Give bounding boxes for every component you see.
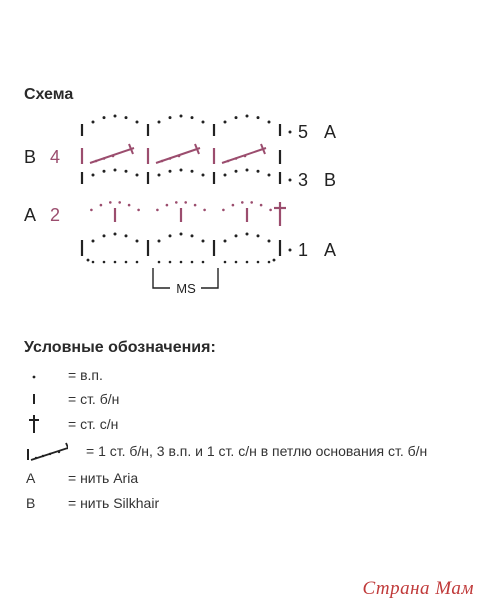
chain-dot xyxy=(257,170,260,173)
legend-text: = нить Silkhair xyxy=(68,495,160,511)
chain-dot xyxy=(136,240,139,243)
chain-dot xyxy=(232,204,235,207)
row-marker-dot xyxy=(289,131,292,134)
chain-dot xyxy=(158,121,161,124)
chain-dot xyxy=(103,234,106,237)
chain-dot xyxy=(268,240,271,243)
cluster-stitch-icon xyxy=(26,439,68,463)
legend-item-double-crochet xyxy=(26,413,118,435)
chain-dot xyxy=(95,160,98,163)
chain-dot xyxy=(109,201,112,204)
chain-dot xyxy=(235,234,238,237)
row-marker-dot xyxy=(289,249,292,252)
chain-dot xyxy=(100,204,103,207)
row-2-number: 2 xyxy=(50,205,61,225)
chain-dot xyxy=(268,174,271,177)
chain-dot xyxy=(166,204,169,207)
chain-dot xyxy=(136,174,139,177)
chain-dot xyxy=(235,170,238,173)
chain-dot xyxy=(227,160,230,163)
chain-dot xyxy=(203,209,206,212)
chain-dot xyxy=(161,160,164,163)
chain-dot xyxy=(246,115,249,118)
chain-dot xyxy=(92,121,95,124)
chain-stitch-icon xyxy=(26,365,46,385)
legend-text: = ст. б/н xyxy=(68,391,120,407)
chain-dot xyxy=(180,115,183,118)
chain-dot xyxy=(90,209,93,212)
row-4-yarn: B xyxy=(24,147,37,167)
yarn-b-symbol: B xyxy=(26,495,36,511)
single-crochet-icon xyxy=(26,389,46,409)
chain-dot xyxy=(269,209,272,212)
chain-dot xyxy=(224,121,227,124)
chain-dot xyxy=(92,261,95,264)
chain-dot xyxy=(125,170,128,173)
chain-dot xyxy=(114,115,117,118)
row-4-number: 4 xyxy=(50,147,61,167)
chain-dot xyxy=(194,204,197,207)
chain-dot xyxy=(175,201,178,204)
chain-dot xyxy=(202,174,205,177)
chain-dot xyxy=(103,116,106,119)
chain-dot xyxy=(128,204,131,207)
legend-text: = нить Aria xyxy=(68,470,139,486)
chain-dot xyxy=(268,261,271,264)
row-3-number: 3 xyxy=(298,170,309,190)
chain-dot xyxy=(178,155,181,158)
chain-dot xyxy=(169,261,172,264)
chain-dot xyxy=(180,169,183,172)
legend-text: = ст. с/н xyxy=(68,416,119,432)
legend-title: Условные обозначения: xyxy=(24,339,216,356)
chain-dot xyxy=(224,174,227,177)
row-2-yarn: A xyxy=(24,205,37,225)
chain-dot xyxy=(125,261,128,264)
chain-dot xyxy=(222,209,225,212)
chain-dot xyxy=(112,155,115,158)
chain-dot xyxy=(184,201,187,204)
chain-dot xyxy=(202,240,205,243)
chain-dot xyxy=(235,157,238,160)
chain-dot xyxy=(257,234,260,237)
chain-dot xyxy=(158,240,161,243)
diagram-title: Схема xyxy=(24,86,74,103)
legend-item-chain xyxy=(26,364,103,386)
double-crochet-icon xyxy=(26,413,46,435)
chain-dot xyxy=(169,157,172,160)
chain-dot xyxy=(224,240,227,243)
chain-dot xyxy=(191,170,194,173)
chain-dot xyxy=(257,261,260,264)
chain-dot xyxy=(235,261,238,264)
chain-dot xyxy=(246,233,249,236)
chain-dot xyxy=(118,201,121,204)
row-1-number: 1 xyxy=(298,240,309,260)
chain-dot xyxy=(156,209,159,212)
legend-item-single-crochet xyxy=(26,388,119,410)
yarn-a-symbol: A xyxy=(26,470,36,486)
chain-dot xyxy=(114,261,117,264)
chain-dot xyxy=(241,201,244,204)
watermark-logo: Страна Мам xyxy=(362,578,474,599)
chain-dot xyxy=(180,261,183,264)
chain-dot xyxy=(246,169,249,172)
row-3-yarn: B xyxy=(324,170,337,190)
chain-dot xyxy=(235,116,238,119)
chain-dot xyxy=(87,259,90,262)
chain-dot xyxy=(136,261,139,264)
chain-dot xyxy=(191,234,194,237)
chain-dot xyxy=(158,174,161,177)
chain-dot xyxy=(114,233,117,236)
chain-dot xyxy=(260,204,263,207)
chain-dot xyxy=(103,261,106,264)
chain-dot xyxy=(158,261,161,264)
chain-dot xyxy=(169,116,172,119)
chain-dot xyxy=(103,170,106,173)
chain-dot xyxy=(257,116,260,119)
chain-dot xyxy=(125,234,128,237)
chain-dot xyxy=(137,209,140,212)
chain-dot xyxy=(136,121,139,124)
chain-dot xyxy=(224,261,227,264)
row-5-yarn: A xyxy=(324,122,337,142)
legend-item-cluster xyxy=(26,440,427,462)
repeat-label: MS xyxy=(176,281,196,296)
chain-dot xyxy=(180,233,183,236)
chain-dot xyxy=(202,261,205,264)
chain-dot xyxy=(103,157,106,160)
chain-dot xyxy=(244,155,247,158)
chain-dot xyxy=(202,121,205,124)
row-1-yarn: A xyxy=(324,240,337,260)
legend-text: = 1 ст. б/н, 3 в.п. и 1 ст. с/н в петлю основания ст. б/н xyxy=(86,443,428,459)
row-5-number: 5 xyxy=(298,122,309,142)
legend-item-yarn-b xyxy=(26,492,159,514)
chain-dot xyxy=(92,174,95,177)
chain-dot xyxy=(114,169,117,172)
chain-dot xyxy=(125,116,128,119)
chain-dot xyxy=(191,261,194,264)
chain-dot xyxy=(169,234,172,237)
legend-item-yarn-a xyxy=(26,467,138,489)
chain-dot xyxy=(246,261,249,264)
legend-text: = в.п. xyxy=(68,367,103,383)
row-marker-dot xyxy=(289,179,292,182)
chain-dot xyxy=(191,116,194,119)
chain-dot xyxy=(250,201,253,204)
chain-dot xyxy=(169,170,172,173)
chain-dot xyxy=(92,240,95,243)
chain-dot xyxy=(273,259,276,262)
chain-dot xyxy=(268,121,271,124)
